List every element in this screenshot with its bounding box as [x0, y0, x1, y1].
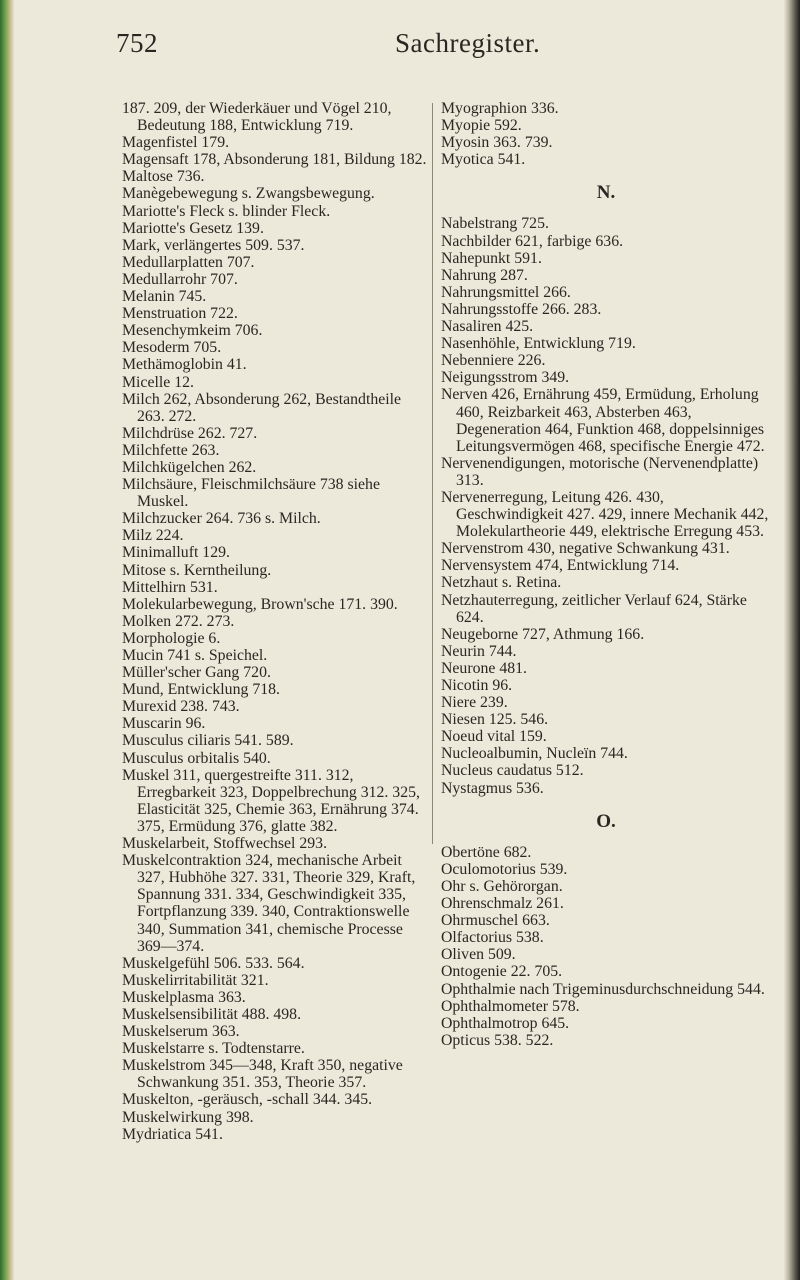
index-entry: Magenfistel 179. [122, 134, 230, 152]
index-entry: Nervenerregung, Leitung 426. 430, Geschwindigkeit 427. 429, innere Mechanik 442, Molekulartheorie 449, elektrische Erregung 453. [441, 488, 769, 541]
index-entry: Milch 262, Absonderung 262, Bestandtheile 263. 272. [122, 390, 402, 425]
index-entry: Melanin 745. [122, 288, 207, 306]
index-entry: Olfactorius 538. [441, 929, 544, 947]
index-entry: Nasaliren 425. [441, 318, 534, 336]
section-n-entries [441, 215, 771, 796]
index-entry: Mund, Entwicklung 718. [122, 681, 280, 699]
book-spine-left [0, 0, 14, 1280]
index-entry: Nucleoalbumin, Nucleïn 744. [441, 745, 628, 763]
section-m-continued [441, 100, 771, 168]
index-entry: Methämoglobin 41. [122, 356, 247, 374]
index-entry: Mark, verlängertes 509. 537. [122, 236, 305, 254]
index-entry: Oliven 509. [441, 946, 516, 964]
index-entry: Mittelhirn 531. [122, 578, 218, 596]
index-entry: Opticus 538. 522. [441, 1031, 554, 1049]
index-entry: Maltose 736. [122, 168, 205, 186]
index-entry: Nicotin 96. [441, 677, 513, 694]
index-entry: Ohr s. Gehörorgan. [441, 877, 563, 895]
index-entry: Milchdrüse 262. 727. [122, 424, 258, 442]
index-entry: Muskelarbeit, Stoffwechsel 293. [122, 835, 328, 853]
index-entry: Milz 224. [122, 527, 184, 545]
index-entry: Neugeborne 727, Athmung 166. [441, 625, 645, 643]
page-number: 752 [116, 28, 158, 58]
index-entry: Myotica 541. [441, 151, 526, 169]
section-heading-o: O. [596, 810, 616, 832]
index-entry: Muscarin 96. [122, 715, 206, 733]
index-entry: Morphologie 6. [122, 629, 221, 647]
section-o-entries [441, 844, 771, 1049]
index-entry: Nerven 426, Ernährung 459, Ermüdung, Erholung 460, Reizbarkeit 463, Absterben 463, Degeneration 464, Funktion 468, doppelsinniges Leitungsvermögen 468, specifische Energie 472. [441, 386, 765, 455]
index-entry: Ophthalmometer 578. [441, 997, 580, 1015]
index-entry: Muskelcontraktion 324, mechanische Arbeit 327, Hubhöhe 327. 331, Theorie 329, Kraft, Spannung 331. 334, Geschwindigkeit 335, Fortpflanzung 339. 340, Contraktionswelle 340, Summation 341, chemische Processe 369—374. [122, 852, 416, 955]
index-entry: Mucin 741 s. Speichel. [122, 647, 268, 664]
index-entry: Nahrungsstoffe 266. 283. [441, 300, 602, 318]
index-entry: Nebenniere 226. [441, 352, 546, 370]
running-title: Sachregister. [395, 28, 541, 58]
index-entry: Milchfette 263. [122, 441, 220, 459]
column-divider [432, 103, 433, 844]
page-header [0, 28, 800, 68]
index-entry: Muskelirritabilität 321. [122, 971, 269, 989]
index-entry: Muskelstarre s. Todtenstarre. [122, 1040, 305, 1058]
index-entry: Noeud vital 159. [441, 728, 547, 746]
index-entry: Nervenstrom 430, negative Schwankung 431. [441, 540, 730, 558]
index-entry: Ohrmuschel 663. [441, 912, 550, 930]
index-entry: Muskelstrom 345—348, Kraft 350, negative Schwankung 351. 353, Theorie 357. [122, 1057, 403, 1092]
section-heading-n: N. [596, 182, 616, 204]
index-entry: Milchkügelchen 262. [122, 458, 257, 476]
index-entry: Molekularbewegung, Brown'sche 171. 390. [122, 595, 398, 613]
index-entry: Magensaft 178, Absonderung 181, Bildung 182. [122, 151, 427, 169]
index-entry: Murexid 238. 743. [122, 698, 240, 716]
index-entry: Obertöne 682. [441, 843, 532, 861]
index-entry: Muskelplasma 363. [122, 988, 246, 1006]
index-entry: Molken 272. 273. [122, 612, 235, 630]
index-entry: Nervensystem 474, Entwicklung 714. [441, 557, 680, 575]
index-entry: Netzhauterregung, zeitlicher Verlauf 624, Stärke 624. [441, 591, 747, 626]
book-edge-right [784, 0, 800, 1280]
index-entry: Mariotte's Fleck s. blinder Fleck. [122, 202, 331, 220]
index-entry: Niere 239. [441, 694, 508, 712]
index-entry: Neurone 481. [441, 659, 527, 677]
index-entry: Muskelsensibilität 488. 498. [122, 1005, 302, 1023]
index-entry: Medullarrohr 707. [122, 270, 238, 288]
index-entry: Nahepunkt 591. [441, 249, 542, 267]
index-entry: Niesen 125. 546. [441, 711, 549, 729]
index-entry: Myographion 336. [441, 100, 559, 117]
index-entry: Muskelserum 363. [122, 1023, 240, 1041]
index-entry: Musculus ciliaris 541. 589. [122, 732, 294, 750]
index-column-right [441, 100, 771, 1049]
index-entry: Neurin 744. [441, 642, 517, 660]
index-entry: Muskelton, -geräusch, -schall 344. 345. [122, 1091, 373, 1109]
index-entry: Ophthalmotrop 645. [441, 1014, 570, 1032]
index-entry: Müller'scher Gang 720. [122, 664, 271, 682]
index-entry: Milchzucker 264. 736 s. Milch. [122, 510, 321, 528]
index-entry: Medullarplatten 707. [122, 253, 255, 271]
index-entry: Nystagmus 536. [441, 779, 544, 797]
index-entry: Ontogenie 22. 705. [441, 963, 563, 981]
index-entry: Muskelgefühl 506. 533. 564. [122, 954, 305, 972]
index-entry: Mesoderm 705. [122, 339, 222, 357]
index-entry: Musculus orbitalis 540. [122, 749, 271, 767]
index-entry: Milchsäure, Fleischmilchsäure 738 siehe Muskel. [122, 476, 380, 511]
index-entry: Nabelstrang 725. [441, 215, 549, 233]
index-entry: Mitose s. Kerntheilung. [122, 561, 272, 579]
index-entry: Netzhaut s. Retina. [441, 574, 562, 592]
index-entry: Ophthalmie nach Trigeminusdurchschneidung 544. [441, 980, 765, 998]
index-entry: Mydriatica 541. [122, 1125, 223, 1143]
index-entry: Myosin 363. 739. [441, 134, 553, 152]
index-entry: Menstruation 722. [122, 305, 238, 323]
index-entry: Mesenchymkeim 706. [122, 322, 263, 340]
index-entry: Nachbilder 621, farbige 636. [441, 232, 624, 250]
index-entry: 187. 209, der Wiederkäuer und Vögel 210, Bedeutung 188, Entwicklung 719. [122, 100, 392, 135]
index-entry: Muskel 311, quergestreifte 311. 312, Erregbarkeit 323, Doppelbrechung 312. 325, Elasticität 325, Chemie 363, Ernährung 374. 375, Ermüdung 376, glatte 382. [122, 766, 420, 835]
index-entry: Myopie 592. [441, 117, 522, 135]
index-entry: Nahrungsmittel 266. [441, 283, 571, 301]
index-entry: Minimalluft 129. [122, 544, 230, 562]
index-entry: Manègebewegung s. Zwangsbewegung. [122, 185, 375, 203]
index-entry: Nervenendigungen, motorische (Nervenendplatte) 313. [441, 454, 759, 489]
index-entry: Oculomotorius 539. [441, 860, 568, 878]
index-column-left [122, 100, 427, 1143]
index-entry: Nasenhöhle, Entwicklung 719. [441, 335, 636, 353]
index-entry: Mariotte's Gesetz 139. [122, 219, 264, 237]
index-entry: Muskelwirkung 398. [122, 1108, 254, 1126]
index-entry: Nucleus caudatus 512. [441, 762, 584, 780]
index-entry: Micelle 12. [122, 373, 194, 391]
index-entry: Ohrenschmalz 261. [441, 895, 564, 913]
index-entry: Neigungsstrom 349. [441, 369, 570, 387]
index-entry: Nahrung 287. [441, 266, 528, 284]
